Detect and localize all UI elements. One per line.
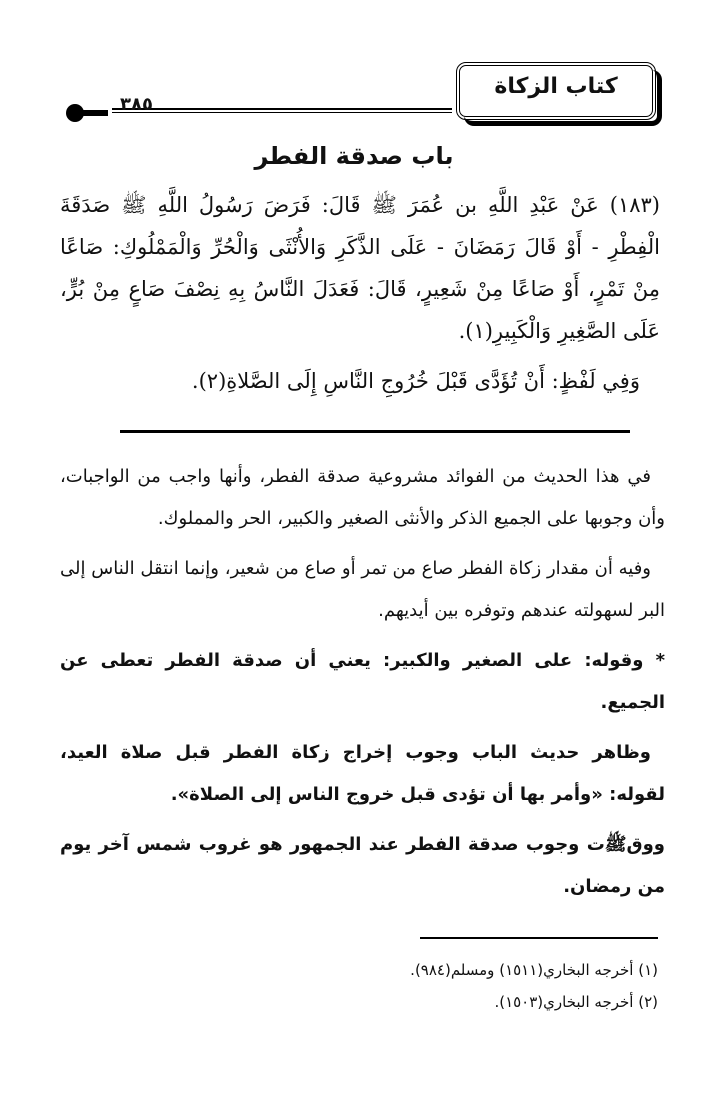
- section-separator: [120, 430, 630, 433]
- hadith-variant: وَفِي لَفْظٍ: أَنْ تُؤَدَّى قَبْلَ خُرُوجِ النَّاسِ إِلَى الصَّلاةِ(٢).: [191, 369, 640, 393]
- footnote-2: (٢) أخرجه البخاري(١٥٠٣).: [494, 993, 658, 1011]
- chapter-title: باب صدقة الفطر: [254, 142, 454, 170]
- commentary-paragraph-4: وظاهر حديث الباب وجوب إخراج زكاة الفطر قبل صلاة العيد، لقوله: «وأمر بها أن تؤدى قبل خروج الناس إلى الصلاة».: [60, 742, 665, 805]
- page-number-ornament-dot: [66, 104, 84, 122]
- footnote-1: (١) أخرجه البخاري(١٥١١) ومسلم(٩٨٤).: [410, 961, 658, 979]
- commentary-paragraph-5: ووقﷺت وجوب صدقة الفطر عند الجمهور هو غروب شمس آخر يوم من رمضان.: [60, 834, 665, 897]
- commentary-paragraph-2: وفيه أن مقدار زكاة الفطر صاع من تمر أو صاع من شعير، وإنما انتقل الناس إلى البر لسهولته عندهم وتوفره بين أيديهم.: [60, 558, 665, 621]
- header-rule: [112, 108, 452, 113]
- footnote-rule: [420, 937, 658, 939]
- book-title-box: [456, 62, 656, 120]
- commentary-block: [60, 456, 665, 916]
- book-title: كتاب الزكاة: [494, 74, 618, 99]
- page-number: ٣٨٥: [120, 94, 153, 115]
- hadith-text: (١٨٣) عَنْ عَبْدِ اللَّهِ بن عُمَرَ ﷺ قَالَ: فَرَضَ رَسُولُ اللَّهِ ﷺ صَدَقَةَ الْفِطْرِ - أَوْ قَالَ رَمَضَانَ - عَلَى الذَّكَرِ وَالأُنْثَى وَالْحُرِّ وَالْمَمْلُوكِ: صَاعًا مِنْ تَمْرٍ، أَوْ صَاعًا مِنْ شَعِيرٍ، قَالَ: فَعَدَلَ النَّاسُ بِهِ نِصْفَ صَاعٍ مِنْ بُرٍّ، عَلَى الصَّغِيرِ وَالْكَبِيرِ(١).: [60, 193, 660, 343]
- hadith-text-block: [60, 184, 660, 402]
- footnotes: [60, 954, 658, 1018]
- commentary-paragraph-3: * وقوله: على الصغير والكبير: يعني أن صدقة الفطر تعطى عن الجميع.: [60, 650, 665, 713]
- commentary-paragraph-1: في هذا الحديث من الفوائد مشروعية صدقة الفطر، وأنها واجب من الواجبات، وأن وجوبها على الجميع الذكر والأنثى الصغير والكبير، الحر والمملوك.: [60, 466, 665, 529]
